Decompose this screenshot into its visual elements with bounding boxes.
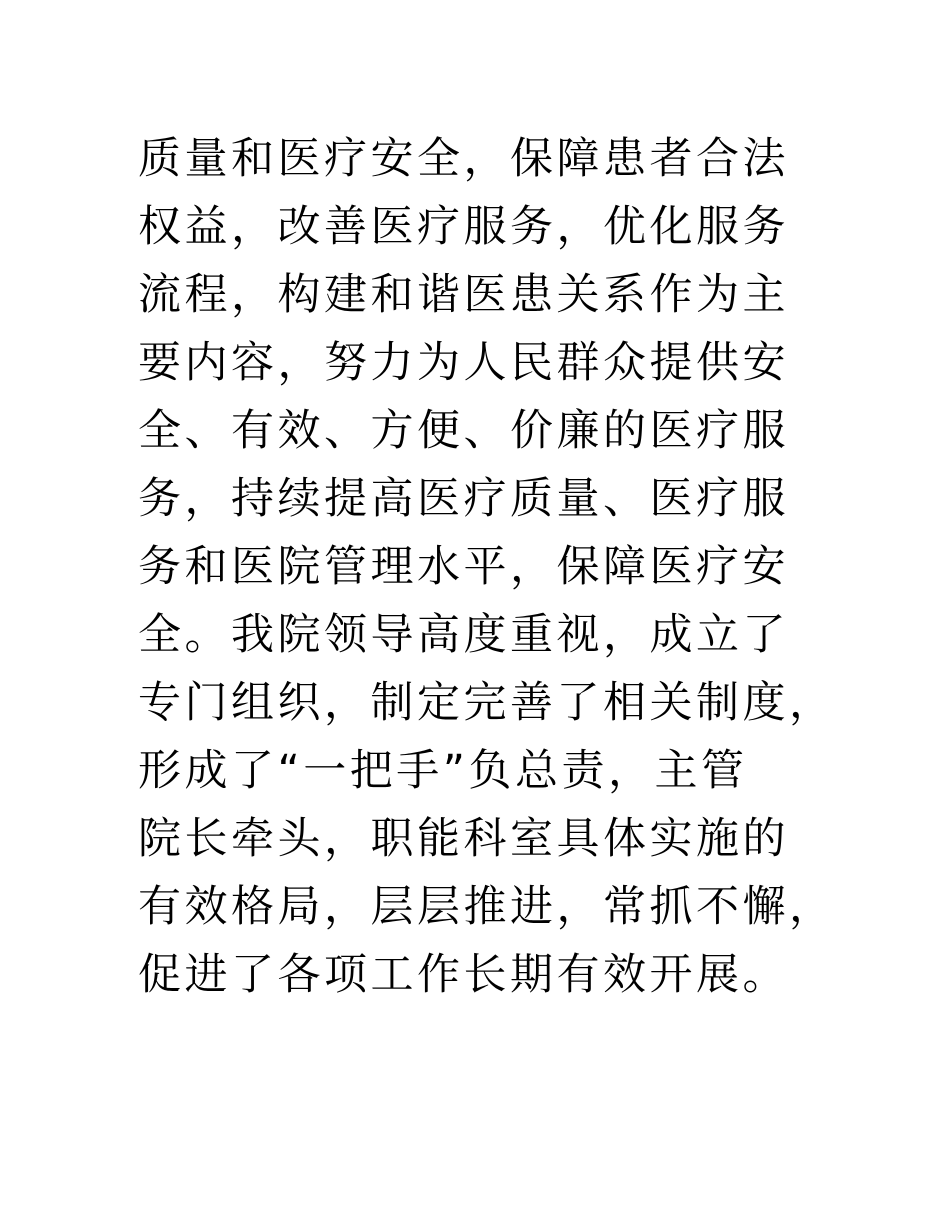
paragraph-line: 形成了“一把手”负总责，主管 [138, 746, 748, 796]
paragraph-line: 务，持续提高医疗质量、医疗服 [138, 474, 789, 524]
paragraph-line: 促进了各项工作长期有效开展。 [138, 950, 789, 1000]
paragraph-line: 要内容，努力为人民群众提供安 [138, 338, 789, 388]
body-paragraph [138, 125, 838, 1009]
paragraph-line: 院长牵头，职能科室具体实施的 [138, 814, 789, 864]
paragraph-line: 全。我院领导高度重视，成立了 [138, 610, 789, 660]
paragraph-line: 专门组织，制定完善了相关制度， [138, 678, 836, 728]
paragraph-line: 质量和医疗安全，保障患者合法 [138, 134, 789, 184]
paragraph-line: 全、有效、方便、价廉的医疗服 [138, 406, 789, 456]
paragraph-line: 流程，构建和谐医患关系作为主 [138, 270, 789, 320]
paragraph-line: 权益，改善医疗服务，优化服务 [138, 202, 789, 252]
paragraph-line: 务和医院管理水平，保障医疗安 [138, 542, 789, 592]
paragraph-line: 有效格局，层层推进，常抓不懈， [138, 882, 836, 932]
